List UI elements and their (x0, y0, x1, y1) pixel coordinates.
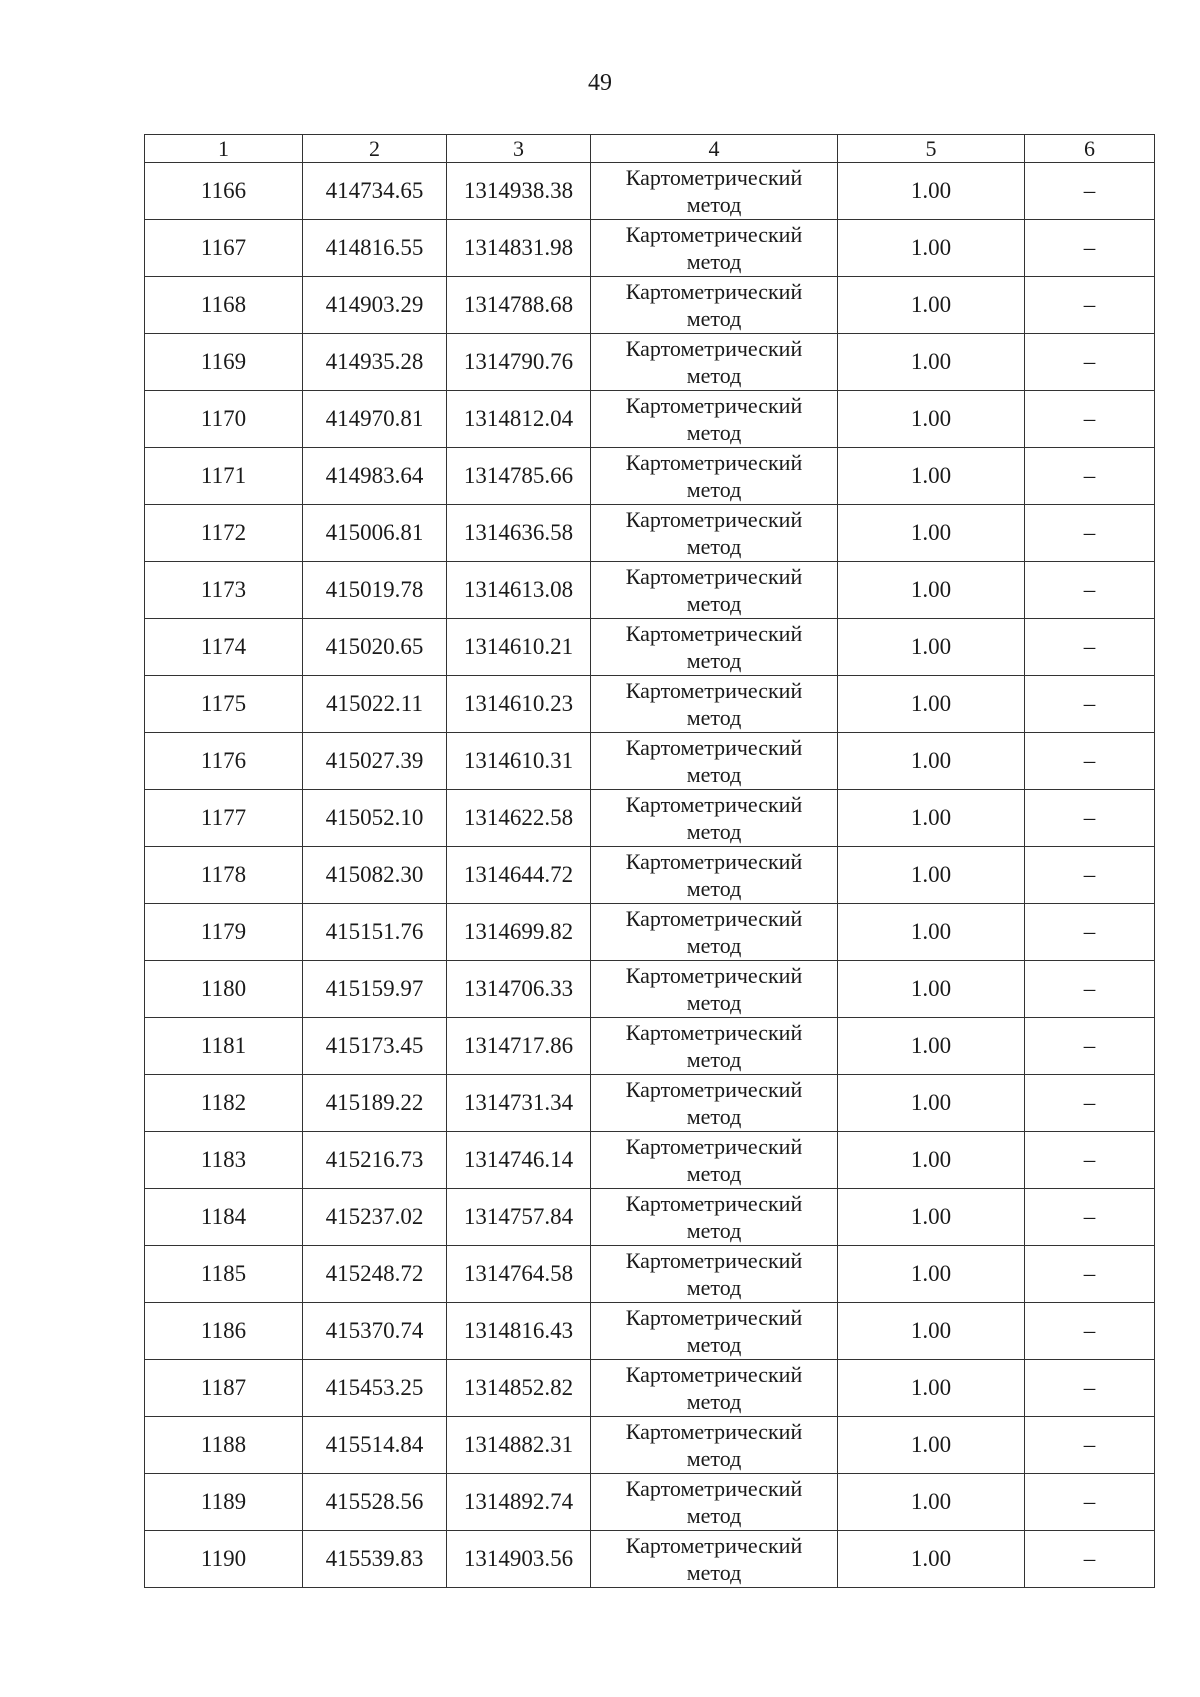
method-cell (591, 1132, 838, 1189)
method-cell (591, 904, 838, 961)
point-number-cell: 1175 (145, 676, 303, 733)
table-row (145, 220, 1155, 277)
y-coordinate-cell: 1314644.72 (447, 847, 591, 904)
y-coordinate-cell: 1314699.82 (447, 904, 591, 961)
x-coordinate-cell: 415370.74 (303, 1303, 447, 1360)
method-line-1: Картометрический (625, 1020, 803, 1045)
note-cell: – (1025, 619, 1155, 676)
note-cell: – (1025, 334, 1155, 391)
x-coordinate-cell: 414983.64 (303, 448, 447, 505)
method-line-2: метод (686, 534, 742, 559)
coordinates-table (144, 134, 1155, 1588)
method-line-1: Картометрический (625, 336, 803, 361)
note-cell: – (1025, 847, 1155, 904)
accuracy-cell: 1.00 (838, 391, 1025, 448)
table-row (145, 1303, 1155, 1360)
table-row (145, 961, 1155, 1018)
y-coordinate-cell: 1314764.58 (447, 1246, 591, 1303)
method-line-2: метод (686, 591, 742, 616)
point-number-cell: 1183 (145, 1132, 303, 1189)
note-cell: – (1025, 1303, 1155, 1360)
x-coordinate-cell: 415514.84 (303, 1417, 447, 1474)
y-coordinate-cell: 1314938.38 (447, 163, 591, 220)
accuracy-cell: 1.00 (838, 1474, 1025, 1531)
table-row (145, 1531, 1155, 1588)
method-cell (591, 847, 838, 904)
accuracy-cell: 1.00 (838, 619, 1025, 676)
accuracy-cell: 1.00 (838, 1417, 1025, 1474)
point-number-cell: 1181 (145, 1018, 303, 1075)
y-coordinate-cell: 1314757.84 (447, 1189, 591, 1246)
accuracy-cell: 1.00 (838, 163, 1025, 220)
method-cell (591, 334, 838, 391)
table-row (145, 277, 1155, 334)
method-line-2: метод (686, 705, 742, 730)
y-coordinate-cell: 1314717.86 (447, 1018, 591, 1075)
table-row (145, 904, 1155, 961)
table-row (145, 391, 1155, 448)
column-header-5: 5 (838, 135, 1025, 163)
method-line-1: Картометрический (625, 1419, 803, 1444)
header-row (145, 135, 1155, 163)
x-coordinate-cell: 415216.73 (303, 1132, 447, 1189)
y-coordinate-cell: 1314636.58 (447, 505, 591, 562)
note-cell: – (1025, 1417, 1155, 1474)
y-coordinate-cell: 1314610.23 (447, 676, 591, 733)
note-cell: – (1025, 220, 1155, 277)
point-number-cell: 1174 (145, 619, 303, 676)
method-cell (591, 619, 838, 676)
column-header-2: 2 (303, 135, 447, 163)
note-cell: – (1025, 1246, 1155, 1303)
x-coordinate-cell: 415248.72 (303, 1246, 447, 1303)
y-coordinate-cell: 1314892.74 (447, 1474, 591, 1531)
point-number-cell: 1170 (145, 391, 303, 448)
table-row (145, 790, 1155, 847)
note-cell: – (1025, 1474, 1155, 1531)
method-line-1: Картометрический (625, 507, 803, 532)
x-coordinate-cell: 415006.81 (303, 505, 447, 562)
x-coordinate-cell: 415022.11 (303, 676, 447, 733)
point-number-cell: 1168 (145, 277, 303, 334)
table-header (145, 135, 1155, 163)
method-line-2: метод (686, 363, 742, 388)
accuracy-cell: 1.00 (838, 904, 1025, 961)
method-cell (591, 1474, 838, 1531)
method-cell (591, 961, 838, 1018)
table-row (145, 619, 1155, 676)
x-coordinate-cell: 415020.65 (303, 619, 447, 676)
method-line-1: Картометрический (625, 1362, 803, 1387)
table-row (145, 1189, 1155, 1246)
method-line-2: метод (686, 762, 742, 787)
method-cell (591, 163, 838, 220)
accuracy-cell: 1.00 (838, 1189, 1025, 1246)
point-number-cell: 1169 (145, 334, 303, 391)
x-coordinate-cell: 415019.78 (303, 562, 447, 619)
x-coordinate-cell: 415539.83 (303, 1531, 447, 1588)
point-number-cell: 1189 (145, 1474, 303, 1531)
table-row (145, 847, 1155, 904)
method-line-2: метод (686, 306, 742, 331)
method-line-2: метод (686, 648, 742, 673)
table-row (145, 562, 1155, 619)
point-number-cell: 1188 (145, 1417, 303, 1474)
table-row (145, 1075, 1155, 1132)
method-line-1: Картометрический (625, 1305, 803, 1330)
table-row (145, 676, 1155, 733)
x-coordinate-cell: 415173.45 (303, 1018, 447, 1075)
method-line-2: метод (686, 933, 742, 958)
method-line-2: метод (686, 1161, 742, 1186)
point-number-cell: 1179 (145, 904, 303, 961)
point-number-cell: 1176 (145, 733, 303, 790)
point-number-cell: 1166 (145, 163, 303, 220)
table-row (145, 1132, 1155, 1189)
note-cell: – (1025, 391, 1155, 448)
x-coordinate-cell: 415151.76 (303, 904, 447, 961)
column-header-4: 4 (591, 135, 838, 163)
method-line-1: Картометрический (625, 279, 803, 304)
table-row (145, 1474, 1155, 1531)
note-cell: – (1025, 676, 1155, 733)
note-cell: – (1025, 505, 1155, 562)
method-line-1: Картометрический (625, 564, 803, 589)
accuracy-cell: 1.00 (838, 961, 1025, 1018)
note-cell: – (1025, 733, 1155, 790)
method-cell (591, 1189, 838, 1246)
method-cell (591, 220, 838, 277)
method-cell (591, 733, 838, 790)
table-row (145, 334, 1155, 391)
table-row (145, 1417, 1155, 1474)
method-line-1: Картометрический (625, 1248, 803, 1273)
method-line-2: метод (686, 1389, 742, 1414)
column-header-3: 3 (447, 135, 591, 163)
point-number-cell: 1187 (145, 1360, 303, 1417)
x-coordinate-cell: 414734.65 (303, 163, 447, 220)
x-coordinate-cell: 414816.55 (303, 220, 447, 277)
method-cell (591, 1531, 838, 1588)
y-coordinate-cell: 1314613.08 (447, 562, 591, 619)
method-line-1: Картометрический (625, 735, 803, 760)
accuracy-cell: 1.00 (838, 562, 1025, 619)
method-cell (591, 448, 838, 505)
accuracy-cell: 1.00 (838, 1360, 1025, 1417)
method-cell (591, 505, 838, 562)
column-header-6: 6 (1025, 135, 1155, 163)
y-coordinate-cell: 1314731.34 (447, 1075, 591, 1132)
accuracy-cell: 1.00 (838, 334, 1025, 391)
x-coordinate-cell: 415237.02 (303, 1189, 447, 1246)
method-cell (591, 676, 838, 733)
accuracy-cell: 1.00 (838, 733, 1025, 790)
column-header-1: 1 (145, 135, 303, 163)
point-number-cell: 1167 (145, 220, 303, 277)
accuracy-cell: 1.00 (838, 1303, 1025, 1360)
method-line-1: Картометрический (625, 792, 803, 817)
method-line-2: метод (686, 192, 742, 217)
method-cell (591, 1417, 838, 1474)
x-coordinate-cell: 415528.56 (303, 1474, 447, 1531)
note-cell: – (1025, 904, 1155, 961)
accuracy-cell: 1.00 (838, 1531, 1025, 1588)
y-coordinate-cell: 1314610.21 (447, 619, 591, 676)
accuracy-cell: 1.00 (838, 790, 1025, 847)
method-line-1: Картометрический (625, 165, 803, 190)
note-cell: – (1025, 163, 1155, 220)
point-number-cell: 1186 (145, 1303, 303, 1360)
method-line-2: метод (686, 1275, 742, 1300)
point-number-cell: 1180 (145, 961, 303, 1018)
table-row (145, 505, 1155, 562)
method-cell (591, 790, 838, 847)
method-line-1: Картометрический (625, 906, 803, 931)
method-line-1: Картометрический (625, 621, 803, 646)
note-cell: – (1025, 277, 1155, 334)
method-line-2: метод (686, 1332, 742, 1357)
method-line-1: Картометрический (625, 678, 803, 703)
x-coordinate-cell: 414903.29 (303, 277, 447, 334)
y-coordinate-cell: 1314816.43 (447, 1303, 591, 1360)
note-cell: – (1025, 1189, 1155, 1246)
point-number-cell: 1178 (145, 847, 303, 904)
x-coordinate-cell: 415453.25 (303, 1360, 447, 1417)
table-row (145, 733, 1155, 790)
method-cell (591, 1303, 838, 1360)
note-cell: – (1025, 1018, 1155, 1075)
method-line-2: метод (686, 1560, 742, 1585)
method-line-2: метод (686, 1047, 742, 1072)
point-number-cell: 1173 (145, 562, 303, 619)
method-line-1: Картометрический (625, 450, 803, 475)
point-number-cell: 1182 (145, 1075, 303, 1132)
table-row (145, 1360, 1155, 1417)
method-cell (591, 562, 838, 619)
method-line-2: метод (686, 477, 742, 502)
accuracy-cell: 1.00 (838, 1075, 1025, 1132)
method-line-2: метод (686, 990, 742, 1015)
accuracy-cell: 1.00 (838, 220, 1025, 277)
note-cell: – (1025, 1132, 1155, 1189)
x-coordinate-cell: 415027.39 (303, 733, 447, 790)
method-line-1: Картометрический (625, 849, 803, 874)
x-coordinate-cell: 415159.97 (303, 961, 447, 1018)
accuracy-cell: 1.00 (838, 676, 1025, 733)
x-coordinate-cell: 415189.22 (303, 1075, 447, 1132)
table-row (145, 1246, 1155, 1303)
method-line-1: Картометрический (625, 1476, 803, 1501)
y-coordinate-cell: 1314852.82 (447, 1360, 591, 1417)
table-row (145, 448, 1155, 505)
method-line-1: Картометрический (625, 222, 803, 247)
y-coordinate-cell: 1314812.04 (447, 391, 591, 448)
x-coordinate-cell: 414970.81 (303, 391, 447, 448)
accuracy-cell: 1.00 (838, 1018, 1025, 1075)
point-number-cell: 1185 (145, 1246, 303, 1303)
accuracy-cell: 1.00 (838, 847, 1025, 904)
table-row (145, 163, 1155, 220)
accuracy-cell: 1.00 (838, 1132, 1025, 1189)
x-coordinate-cell: 415052.10 (303, 790, 447, 847)
method-line-2: метод (686, 819, 742, 844)
method-cell (591, 1075, 838, 1132)
note-cell: – (1025, 562, 1155, 619)
method-line-1: Картометрический (625, 1533, 803, 1558)
method-cell (591, 391, 838, 448)
method-line-1: Картометрический (625, 1077, 803, 1102)
accuracy-cell: 1.00 (838, 1246, 1025, 1303)
method-line-2: метод (686, 1503, 742, 1528)
note-cell: – (1025, 1360, 1155, 1417)
y-coordinate-cell: 1314903.56 (447, 1531, 591, 1588)
y-coordinate-cell: 1314785.66 (447, 448, 591, 505)
method-cell (591, 277, 838, 334)
note-cell: – (1025, 961, 1155, 1018)
y-coordinate-cell: 1314790.76 (447, 334, 591, 391)
accuracy-cell: 1.00 (838, 277, 1025, 334)
note-cell: – (1025, 790, 1155, 847)
method-line-2: метод (686, 1446, 742, 1471)
y-coordinate-cell: 1314831.98 (447, 220, 591, 277)
method-line-2: метод (686, 876, 742, 901)
x-coordinate-cell: 415082.30 (303, 847, 447, 904)
point-number-cell: 1177 (145, 790, 303, 847)
table-row (145, 1018, 1155, 1075)
point-number-cell: 1184 (145, 1189, 303, 1246)
y-coordinate-cell: 1314788.68 (447, 277, 591, 334)
y-coordinate-cell: 1314706.33 (447, 961, 591, 1018)
accuracy-cell: 1.00 (838, 505, 1025, 562)
accuracy-cell: 1.00 (838, 448, 1025, 505)
page-number: 49 (588, 70, 612, 96)
method-line-2: метод (686, 249, 742, 274)
table-body (145, 163, 1155, 1588)
method-line-1: Картометрический (625, 1134, 803, 1159)
note-cell: – (1025, 448, 1155, 505)
method-line-1: Картометрический (625, 1191, 803, 1216)
method-cell (591, 1360, 838, 1417)
method-cell (591, 1246, 838, 1303)
method-line-1: Картометрический (625, 393, 803, 418)
point-number-cell: 1172 (145, 505, 303, 562)
method-line-1: Картометрический (625, 963, 803, 988)
point-number-cell: 1171 (145, 448, 303, 505)
point-number-cell: 1190 (145, 1531, 303, 1588)
x-coordinate-cell: 414935.28 (303, 334, 447, 391)
note-cell: – (1025, 1075, 1155, 1132)
y-coordinate-cell: 1314882.31 (447, 1417, 591, 1474)
method-line-2: метод (686, 1104, 742, 1129)
method-line-2: метод (686, 420, 742, 445)
y-coordinate-cell: 1314746.14 (447, 1132, 591, 1189)
method-cell (591, 1018, 838, 1075)
y-coordinate-cell: 1314610.31 (447, 733, 591, 790)
method-line-2: метод (686, 1218, 742, 1243)
y-coordinate-cell: 1314622.58 (447, 790, 591, 847)
note-cell: – (1025, 1531, 1155, 1588)
